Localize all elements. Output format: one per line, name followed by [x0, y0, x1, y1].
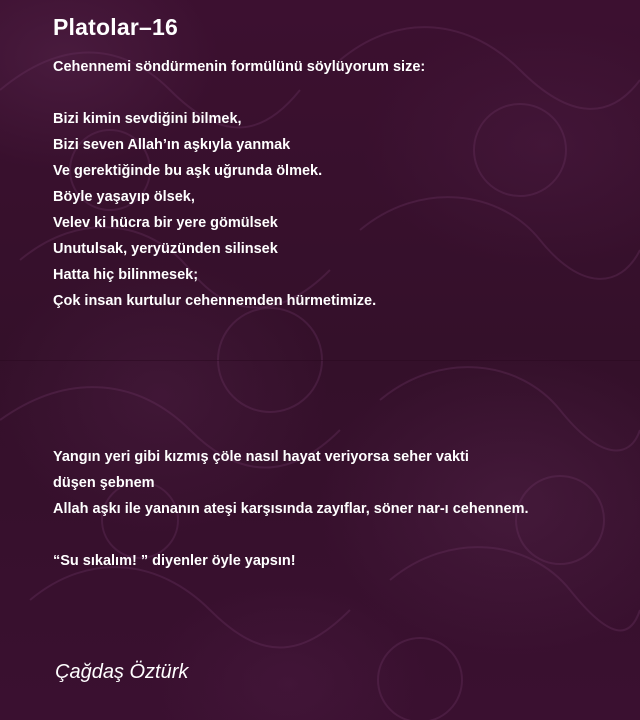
poem-author: Çağdaş Öztürk: [55, 661, 189, 683]
poem-line: Yangın yeri gibi kızmış çöle nasıl hayat veriyorsa seher vakti: [53, 449, 469, 465]
poem-line: [53, 366, 613, 392]
poem-line: Cehennemi söndürmenin formülünü söylüyorum size:: [53, 59, 426, 75]
poem-line: [53, 392, 613, 418]
poem-line: [53, 80, 613, 106]
poem-line: Velev ki hücra bir yere gömülsek: [53, 215, 278, 231]
poem-line: Unutulsak, yeryüzünden silinsek: [53, 241, 278, 257]
poem-line: [53, 418, 613, 444]
poem-line: Hatta hiç bilinmesek;: [53, 267, 199, 283]
poem-title: Platolar–16: [53, 14, 178, 40]
poem: [53, 12, 613, 574]
poem-line: Allah aşkı ile yananın ateşi karşısında zayıflar, söner nar-ı cehennem.: [53, 501, 529, 517]
poem-line: [53, 314, 613, 340]
poem-line: Çok insan kurtulur cehennemden hürmetimize.: [53, 293, 377, 309]
poem-line: Bizi kimin sevdiğini bilmek,: [53, 111, 242, 127]
poem-line: düşen şebnem: [53, 475, 155, 491]
poem-line: Bizi seven Allah’ın aşkıyla yanmak: [53, 137, 291, 153]
poem-line: Böyle yaşayıp ölsek,: [53, 189, 195, 205]
poem-line: [53, 522, 613, 548]
poem-line: “Su sıkalım! ” diyenler öyle yapsın!: [53, 553, 296, 569]
poem-line: Ve gerektiğinde bu aşk uğrunda ölmek.: [53, 163, 323, 179]
poem-line: [53, 340, 613, 366]
